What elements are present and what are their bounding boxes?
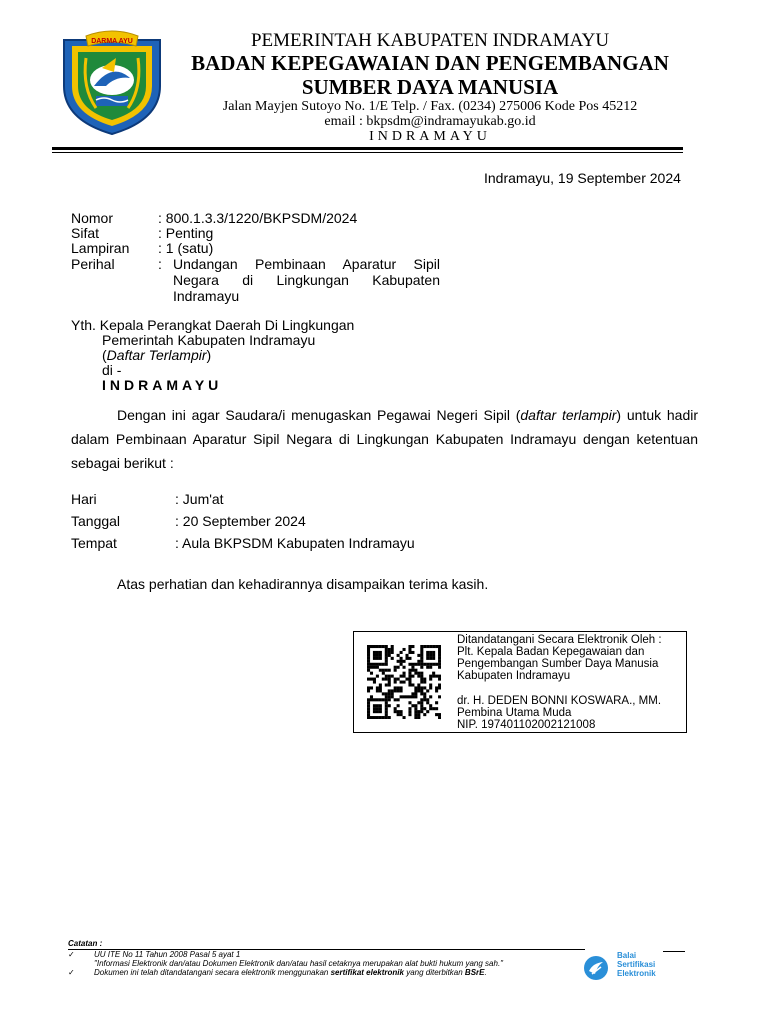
lampiran-value: : 1 (satu): [158, 240, 214, 256]
recipient-line3: (Daftar Terlampir): [102, 347, 212, 363]
perihal-line3: Indramayu: [173, 288, 240, 304]
qr-code: [367, 645, 441, 719]
agency-email: email : bkpsdm@indramayukab.go.id: [324, 114, 536, 129]
recipient-di: di -: [102, 362, 122, 378]
regency-logo: [56, 28, 168, 136]
signer-name: dr. H. DEDEN BONNI KOSWARA., MM.: [457, 695, 662, 707]
note2: Dokumen ini telah ditandatangani secara elektronik menggunakan sertifikat elektronik yang diterbitkan BSrE.: [94, 968, 487, 977]
agency-city: INDRAMAYU: [369, 129, 491, 144]
agency-name-line1: BADAN KEPEGAWAIAN DAN PENGEMBANGAN: [191, 51, 669, 75]
perihal-line1: Undangan Pembinaan Aparatur Sipil: [173, 256, 440, 272]
closing-sentence: Atas perhatian dan kehadirannya disampaikan terima kasih.: [117, 576, 489, 592]
electronic-signature-box: [353, 631, 687, 733]
schedule-value-hari: : Jum'at: [175, 491, 224, 507]
schedule-value-tanggal: : 20 September 2024: [175, 513, 306, 529]
nomor-label: Nomor: [71, 210, 114, 226]
signer-rank: Pembina Utama Muda: [457, 707, 572, 719]
sifat-value: : Penting: [158, 225, 214, 241]
bsre-emblem-icon: [583, 955, 609, 981]
government-name: PEMERINTAH KABUPATEN INDRAMAYU: [250, 30, 610, 51]
perihal-value: [158, 256, 440, 304]
signature-text: [457, 634, 685, 731]
bsre-line2: Sertifikasi: [617, 960, 656, 969]
notes-heading: Catatan :: [68, 939, 103, 948]
body-italic: daftar terlampir: [520, 407, 617, 423]
letterhead-divider-thin: [52, 152, 683, 153]
agency-address: Jalan Mayjen Sutoyo No. 1/E Telp. / Fax. (0234) 275006 Kode Pos 45212: [222, 99, 638, 114]
signature-line1: Ditandatangani Secara Elektronik Oleh :: [457, 634, 662, 646]
note1: UU ITE No 11 Tahun 2008 Pasal 5 ayat 1: [94, 950, 241, 959]
check-icon: ✓: [68, 950, 75, 959]
bsre-line1: Balai: [617, 951, 637, 960]
body-paragraph: Dengan ini agar Saudara/i menugaskan Pegawai Negeri Sipil (daftar terlampir) untuk hadir dalam Pembinaan Aparatur Sipil Negara di Lingkungan Kabupaten Indramayu dengan ketentuan sebagai berikut :: [71, 407, 699, 471]
schedule-label-tanggal: Tanggal: [71, 513, 121, 529]
recipient-line1: Yth. Kepala Perangkat Daerah Di Lingkungan: [71, 317, 355, 333]
footer-notes: [68, 939, 588, 977]
logo-banner: DARMA AYU: [91, 38, 133, 45]
letter-date: Indramayu, 19 September 2024: [484, 170, 681, 186]
signature-line3: Pengembangan Sumber Daya Manusia: [457, 658, 659, 670]
bsre-line3: Elektronik: [617, 969, 656, 978]
signer-nip: NIP. 197401102002121008: [457, 719, 596, 731]
perihal-colon: :: [158, 256, 162, 272]
sifat-label: Sifat: [71, 225, 100, 241]
letterhead-divider-thick: [52, 147, 683, 150]
perihal-line2: Negara di Lingkungan Kabupaten: [173, 272, 440, 288]
agency-name-line2: SUMBER DAYA MANUSIA: [301, 75, 559, 99]
signature-line2: Plt. Kepala Badan Kepegawaian dan: [457, 646, 645, 658]
lampiran-label: Lampiran: [71, 240, 130, 256]
bsre-logo: [583, 951, 688, 983]
nomor-value: : 800.1.3.3/1220/BKPSDM/2024: [158, 210, 358, 226]
schedule-label-hari: Hari: [71, 491, 97, 507]
recipient-city: INDRAMAYU: [102, 377, 223, 393]
signature-line4: Kabupaten Indramayu: [457, 670, 571, 682]
attachment-note: Daftar Terlampir: [106, 347, 207, 363]
perihal-label: Perihal: [71, 256, 115, 272]
check-icon: ✓: [68, 968, 75, 977]
schedule-value-tempat: : Aula BKPSDM Kabupaten Indramayu: [175, 535, 415, 551]
note1-quote: "Informasi Elektronik dan/atau Dokumen Elektronik dan/atau hasil cetaknya merupakan alat bukti hukum yang sah.": [94, 959, 504, 968]
recipient-line2: Pemerintah Kabupaten Indramayu: [102, 332, 316, 348]
schedule-label-tempat: Tempat: [71, 535, 117, 551]
